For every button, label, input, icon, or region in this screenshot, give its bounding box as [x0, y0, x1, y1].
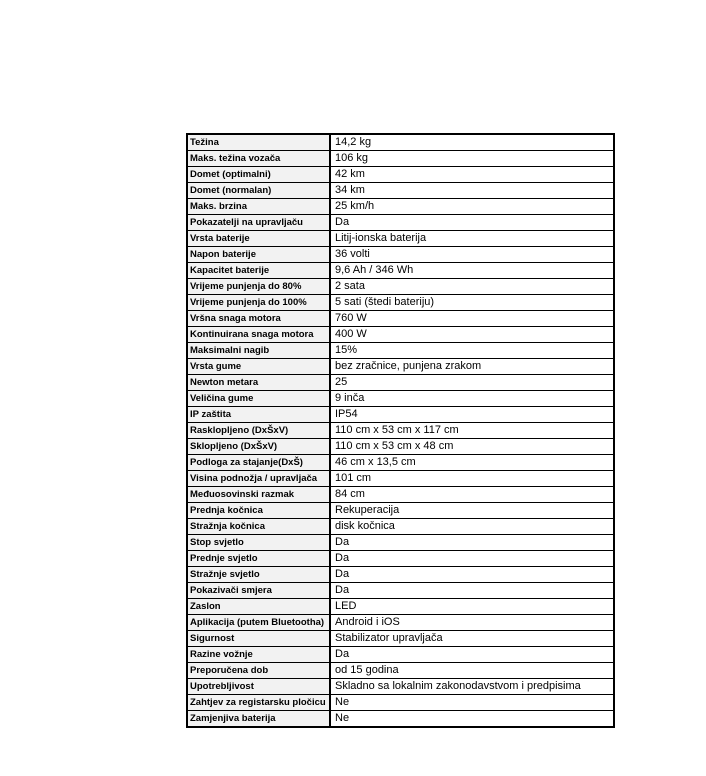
spec-label: Napon baterije	[187, 247, 330, 263]
spec-value: 34 km	[330, 183, 614, 199]
spec-label: Preporučena dob	[187, 663, 330, 679]
spec-row	[187, 167, 614, 183]
spec-row	[187, 263, 614, 279]
spec-label: Podloga za stajanje(DxŠ)	[187, 455, 330, 471]
spec-label: Pokazivači smjera	[187, 583, 330, 599]
spec-label: Prednje svjetlo	[187, 551, 330, 567]
spec-row	[187, 375, 614, 391]
spec-row	[187, 647, 614, 663]
spec-value: Da	[330, 583, 614, 599]
spec-value: 110 cm x 53 cm x 48 cm	[330, 439, 614, 455]
spec-label: Rasklopljeno (DxŠxV)	[187, 423, 330, 439]
spec-label: Vrijeme punjenja do 80%	[187, 279, 330, 295]
spec-label: Međuosovinski razmak	[187, 487, 330, 503]
spec-value: 9 inča	[330, 391, 614, 407]
spec-value: Da	[330, 567, 614, 583]
spec-label: Maks. brzina	[187, 199, 330, 215]
spec-row	[187, 551, 614, 567]
spec-row	[187, 183, 614, 199]
spec-row	[187, 215, 614, 231]
spec-label: Sklopljeno (DxŠxV)	[187, 439, 330, 455]
spec-row	[187, 343, 614, 359]
spec-value: Ne	[330, 695, 614, 711]
spec-row	[187, 247, 614, 263]
spec-value: 2 sata	[330, 279, 614, 295]
spec-label: Kapacitet baterije	[187, 263, 330, 279]
spec-row	[187, 615, 614, 631]
spec-label: Zaslon	[187, 599, 330, 615]
spec-row	[187, 134, 614, 151]
spec-label: Visina podnožja / upravljača	[187, 471, 330, 487]
spec-value: bez zračnice, punjena zrakom	[330, 359, 614, 375]
spec-label: Stražnja kočnica	[187, 519, 330, 535]
spec-row	[187, 327, 614, 343]
spec-row	[187, 631, 614, 647]
specifications-table	[186, 133, 615, 728]
spec-label: Upotrebljivost	[187, 679, 330, 695]
spec-row	[187, 279, 614, 295]
spec-label: IP zaštita	[187, 407, 330, 423]
spec-value: 760 W	[330, 311, 614, 327]
spec-label: Newton metara	[187, 375, 330, 391]
spec-label: Težina	[187, 134, 330, 151]
spec-value: 36 volti	[330, 247, 614, 263]
spec-value: Stabilizator upravljača	[330, 631, 614, 647]
spec-label: Maks. težina vozača	[187, 151, 330, 167]
spec-value: 25	[330, 375, 614, 391]
spec-row	[187, 599, 614, 615]
spec-row	[187, 311, 614, 327]
spec-row	[187, 695, 614, 711]
spec-row	[187, 407, 614, 423]
spec-value: 25 km/h	[330, 199, 614, 215]
spec-label: Sigurnost	[187, 631, 330, 647]
spec-value: 46 cm x 13,5 cm	[330, 455, 614, 471]
spec-label: Razine vožnje	[187, 647, 330, 663]
spec-value: 5 sati (štedi bateriju)	[330, 295, 614, 311]
spec-row	[187, 439, 614, 455]
spec-row	[187, 567, 614, 583]
spec-row	[187, 487, 614, 503]
spec-row	[187, 663, 614, 679]
spec-value: 15%	[330, 343, 614, 359]
spec-label: Veličina gume	[187, 391, 330, 407]
spec-label: Vrsta baterije	[187, 231, 330, 247]
spec-label: Vršna snaga motora	[187, 311, 330, 327]
spec-value: Da	[330, 535, 614, 551]
spec-row	[187, 519, 614, 535]
spec-value: Litij-ionska baterija	[330, 231, 614, 247]
spec-value: disk kočnica	[330, 519, 614, 535]
spec-row	[187, 455, 614, 471]
spec-label: Domet (normalan)	[187, 183, 330, 199]
spec-row	[187, 295, 614, 311]
spec-value: Da	[330, 215, 614, 231]
spec-label: Aplikacija (putem Bluetootha)	[187, 615, 330, 631]
spec-value: 9,6 Ah / 346 Wh	[330, 263, 614, 279]
spec-value: 84 cm	[330, 487, 614, 503]
spec-label: Vrsta gume	[187, 359, 330, 375]
spec-label: Kontinuirana snaga motora	[187, 327, 330, 343]
spec-label: Maksimalni nagib	[187, 343, 330, 359]
spec-value: Da	[330, 551, 614, 567]
spec-label: Vrijeme punjenja do 100%	[187, 295, 330, 311]
spec-row	[187, 423, 614, 439]
spec-value: IP54	[330, 407, 614, 423]
spec-value: 42 km	[330, 167, 614, 183]
spec-label: Zahtjev za registarsku pločicu	[187, 695, 330, 711]
spec-value: 14,2 kg	[330, 134, 614, 151]
spec-label: Zamjenjiva baterija	[187, 711, 330, 728]
spec-label: Domet (optimalni)	[187, 167, 330, 183]
spec-value: od 15 godina	[330, 663, 614, 679]
spec-row	[187, 471, 614, 487]
spec-row	[187, 151, 614, 167]
spec-label: Stražnje svjetlo	[187, 567, 330, 583]
spec-row	[187, 359, 614, 375]
spec-label: Stop svjetlo	[187, 535, 330, 551]
spec-value: 110 cm x 53 cm x 117 cm	[330, 423, 614, 439]
spec-row	[187, 679, 614, 695]
spec-value: Rekuperacija	[330, 503, 614, 519]
spec-row	[187, 711, 614, 728]
spec-value: Ne	[330, 711, 614, 728]
spec-row	[187, 231, 614, 247]
spec-row	[187, 583, 614, 599]
spec-value: Android i iOS	[330, 615, 614, 631]
spec-value: 400 W	[330, 327, 614, 343]
spec-value: 106 kg	[330, 151, 614, 167]
spec-value: 101 cm	[330, 471, 614, 487]
spec-label: Prednja kočnica	[187, 503, 330, 519]
spec-row	[187, 391, 614, 407]
spec-value: Skladno sa lokalnim zakonodavstvom i predpisima	[330, 679, 614, 695]
spec-row	[187, 503, 614, 519]
spec-value: Da	[330, 647, 614, 663]
specifications-table-body	[187, 134, 614, 727]
spec-label: Pokazatelji na upravljaču	[187, 215, 330, 231]
spec-value: LED	[330, 599, 614, 615]
spec-row	[187, 535, 614, 551]
spec-row	[187, 199, 614, 215]
